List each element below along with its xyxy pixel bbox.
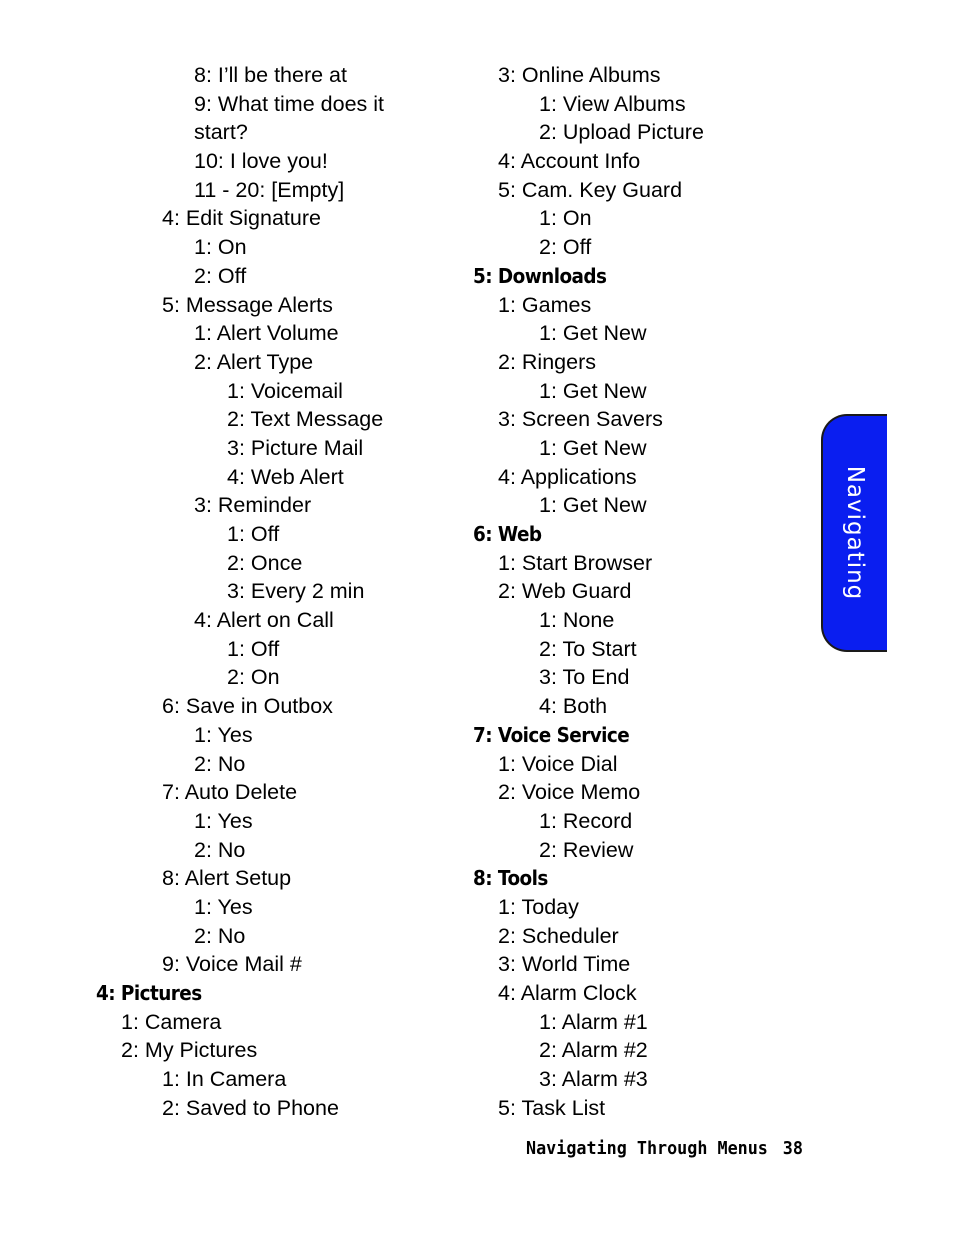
menu-item: 2: No — [194, 751, 246, 776]
menu-item: 3: Reminder — [194, 493, 312, 518]
menu-item: 1: On — [194, 235, 247, 260]
menu-item: 3: Online Albums — [498, 63, 661, 87]
menu-item: 11 - 20: [Empty] — [194, 177, 345, 202]
menu-item: 4: Both — [539, 694, 608, 719]
menu-item: 3: World Time — [498, 952, 631, 977]
menu-item: 2: On — [227, 665, 280, 690]
menu-item: 2: To Start — [539, 636, 637, 661]
menu-item: 2: No — [194, 923, 246, 948]
menu-tree-left-column — [96, 61, 436, 1122]
menu-item: 2: Scheduler — [498, 923, 619, 948]
menu-item: 9: What time does it start? — [194, 91, 384, 145]
menu-item: 1: Yes — [194, 722, 253, 747]
menu-item: 1: Get New — [539, 378, 647, 403]
menu-item: 4: Web Alert — [227, 464, 344, 489]
menu-item: 1: In Camera — [162, 1067, 287, 1092]
menu-item: 2: Web Guard — [498, 579, 632, 604]
menu-item: 4: Account Info — [498, 149, 641, 174]
menu-heading: 4: Pictures — [96, 981, 202, 1006]
menu-item: 2: No — [194, 837, 246, 862]
menu-item: 3: Screen Savers — [498, 407, 663, 432]
menu-item: 5: Cam. Key Guard — [498, 177, 683, 202]
menu-item: 1: Yes — [194, 894, 253, 919]
menu-heading: 8: Tools — [473, 866, 548, 891]
menu-item: 3: Alarm #3 — [539, 1067, 648, 1092]
menu-heading: 7: Voice Service — [473, 722, 630, 747]
menu-heading: 5: Downloads — [473, 263, 607, 288]
page-footer — [526, 1138, 803, 1159]
menu-item: 2: Once — [227, 550, 303, 575]
menu-item: 1: Camera — [121, 1009, 222, 1034]
menu-item: 8: Alert Setup — [162, 866, 292, 891]
menu-item: 1: Voice Dial — [498, 751, 618, 776]
menu-item: 3: Picture Mail — [227, 435, 364, 460]
menu-heading: 6: Web — [473, 522, 542, 546]
menu-item: 4: Alarm Clock — [498, 981, 637, 1005]
menu-item: 5: Task List — [498, 1095, 606, 1120]
menu-item: 10: I love you! — [194, 149, 328, 174]
menu-item: 1: Yes — [194, 808, 253, 833]
menu-item: 3: Every 2 min — [227, 579, 365, 604]
menu-item: 1: Games — [498, 292, 592, 317]
menu-item: 4: Alert on Call — [194, 608, 334, 633]
menu-item: 2: Voice Memo — [498, 780, 641, 805]
menu-item: 4: Edit Signature — [162, 206, 321, 231]
menu-item: 1: View Albums — [539, 91, 686, 116]
menu-item: 2: Saved to Phone — [162, 1095, 339, 1120]
menu-item: 1: Alarm #1 — [539, 1009, 648, 1034]
menu-item: 6: Save in Outbox — [162, 694, 333, 719]
menu-item: 9: Voice Mail # — [162, 952, 302, 977]
menu-item: 2: Ringers — [498, 349, 596, 374]
menu-item: 2: Text Message — [227, 407, 384, 432]
menu-item: 1: Start Browser — [498, 550, 653, 575]
menu-item: 1: Get New — [539, 493, 647, 518]
section-side-tab — [821, 414, 887, 652]
menu-item: 1: On — [539, 206, 592, 231]
menu-item: 8: I’ll be there at — [194, 63, 347, 87]
menu-item: 1: Voicemail — [227, 378, 343, 403]
footer-section-title: Navigating Through Menus — [526, 1138, 768, 1159]
menu-item: 5: Message Alerts — [162, 292, 333, 317]
menu-tree-right-column — [473, 61, 773, 1122]
menu-item: 2: Off — [194, 263, 247, 288]
menu-item: 1: Record — [539, 808, 633, 833]
menu-item: 1: Get New — [539, 321, 647, 346]
menu-item: 3: To End — [539, 665, 630, 690]
menu-item: 7: Auto Delete — [162, 780, 298, 805]
menu-item: 1: Off — [227, 522, 280, 547]
menu-item: 2: Off — [539, 235, 592, 260]
menu-item: 2: My Pictures — [121, 1038, 258, 1063]
menu-item: 2: Alert Type — [194, 349, 314, 374]
menu-item: 1: Today — [498, 894, 579, 919]
side-tab-label: Navigating — [842, 465, 868, 601]
menu-item: 4: Applications — [498, 464, 637, 489]
menu-item: 2: Upload Picture — [539, 120, 704, 145]
menu-item: 1: None — [539, 608, 615, 633]
menu-item: 2: Review — [539, 837, 634, 862]
page-number: 38 — [782, 1138, 803, 1159]
menu-item: 1: Alert Volume — [194, 321, 339, 346]
menu-item: 1: Off — [227, 636, 280, 661]
menu-item: 1: Get New — [539, 435, 647, 460]
menu-item: 2: Alarm #2 — [539, 1038, 648, 1063]
